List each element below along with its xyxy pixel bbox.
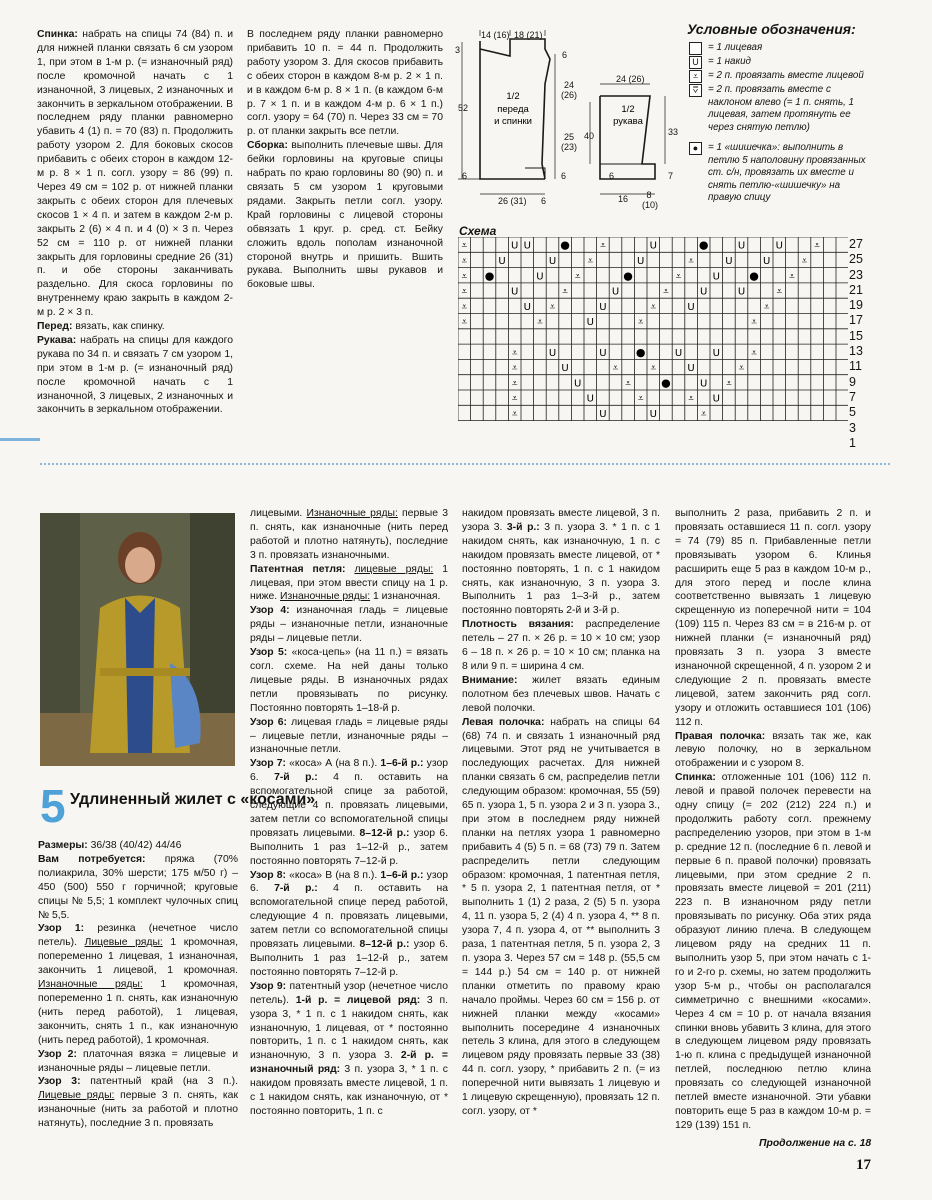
stitch-chart-grid: [458, 237, 848, 429]
row-number: 25: [849, 252, 863, 267]
bobble-icon: ●: [661, 376, 671, 390]
dim-40: 40: [584, 131, 595, 141]
decrease-icon: ⩡: [574, 271, 581, 283]
row-number: 17: [849, 313, 863, 328]
yarn-over-icon: U: [498, 255, 506, 267]
yarn-over-icon: U: [649, 240, 657, 252]
row-number: 5: [849, 405, 856, 420]
decrease-icon: ⩡: [675, 271, 682, 283]
yarn-over-icon: U: [687, 301, 695, 313]
dim-s16: 16: [618, 194, 629, 204]
bobble-icon: ●: [698, 238, 709, 252]
yarn-over-icon: U: [611, 286, 620, 298]
row-number: 27: [849, 237, 863, 251]
dim-s6: 6: [609, 171, 615, 181]
dim-25: 25 (23): [560, 132, 577, 152]
k2tog-icon: ⩡: [689, 70, 702, 83]
row-number: 23: [849, 267, 863, 282]
yarn-over-icon: U: [763, 255, 771, 267]
yarn-over-icon: U: [737, 240, 746, 252]
dim-6-right: 6: [541, 196, 547, 206]
front-part-label: 1/2: [506, 91, 520, 102]
row-number: 19: [849, 298, 863, 313]
bobble-icon: ●: [689, 142, 702, 155]
knit-stitch-icon: [689, 42, 702, 55]
decrease-icon: ⩡: [751, 317, 757, 329]
dim-6-top: 6: [562, 50, 568, 60]
bobble-icon: ●: [560, 238, 570, 252]
bobble-icon: ●: [623, 269, 633, 283]
page-number: 17: [856, 1157, 871, 1173]
dim-26: 26 (31): [498, 196, 527, 206]
continued-note: Продолжение на с. 18: [759, 1138, 872, 1149]
dim-18: 18 (21): [514, 30, 543, 40]
yarn-over-icon: U: [586, 393, 594, 405]
bobble-icon: ●: [484, 269, 495, 283]
legend-item: U = 1 накид: [689, 56, 889, 69]
yarn-over-icon: U: [712, 347, 720, 359]
dim-3: 3: [455, 45, 461, 55]
dim-6-left: 6: [462, 171, 468, 181]
decrease-icon: ⩡: [562, 286, 568, 298]
decrease-icon: ⩡: [600, 240, 606, 252]
yarn-over-icon: U: [574, 378, 582, 390]
schema-title: Схема: [459, 224, 497, 238]
dim-s24: 24 (26): [616, 74, 645, 84]
legend-title: Условные обозначения:: [687, 21, 856, 37]
decrease-icon: ⩡: [763, 301, 770, 313]
legend-item: ⩡ = 2 п. провязать вместе лицевой: [689, 70, 889, 83]
yarn-over-icon: U: [700, 378, 708, 390]
row-number: 7: [849, 389, 856, 404]
yarn-over-icon: U: [548, 255, 557, 267]
row-number: 21: [849, 282, 863, 297]
dim-52: 52: [458, 103, 469, 113]
decrease-icon: ⩡: [688, 393, 694, 405]
yarn-over-icon: U: [687, 363, 695, 375]
bobble-icon: ●: [635, 345, 646, 359]
section-separator: [40, 463, 890, 465]
decrease-icon: ⩡: [663, 286, 669, 298]
row-number: 13: [849, 344, 863, 359]
decrease-icon: ⩡: [700, 408, 707, 420]
column-materials: Размеры: 36/38 (40/42) 44/46 Вам потребуется: пряжа (70% полиакрила, 30% шерсти; 175 м/50 г) – 450 (500) 550 г горчичной; круговые спицы № 5,5; 1 комплект чулочных спиц № 5,5. Узор 1: резинка (нечетное число петель). Лицевые ряды: 1 кромочная, попеременно 1 лицевая, 1 изнаночная, закончить 1 лицевой, 1 кромочная. Изнаночные ряды: 1 кромочная, попеременно 1 п. снять, как изнаночную (нить перед работой), 1 лицевая, закончить, снять 1 п., как изнаночную (нить перед работой), 1 кромочная. Узор 2: платочная вязка = лицевые и изнаночные ряды – лицевые петли. Узор 3: патентный край (на 3 п.). Лицевые ряды: первые 3 п. снять, как изнаночные (нить за работой и плотно натянуть), последние 3 п. провязать: [38, 840, 239, 1130]
assembly-label: Сборка:: [247, 140, 288, 152]
decrease-icon: ⩡: [537, 317, 543, 329]
decrease-icon: ⩡: [511, 393, 518, 405]
dim-6-bottom: 6: [561, 171, 567, 181]
row-number: 3: [849, 420, 856, 435]
yarn-over-icon: U: [725, 255, 733, 267]
yarn-over-icon: U: [536, 271, 544, 283]
decrease-icon: ⩡: [814, 240, 820, 252]
dim-s8: 8 (10): [642, 190, 659, 210]
decrease-icon: ⩡: [776, 286, 783, 298]
sleeve-part-label: 1/2: [621, 104, 635, 115]
vest-photo-illustration: [40, 513, 235, 766]
decrease-icon: ⩡: [650, 301, 657, 313]
yarn-over-icon: U: [586, 317, 594, 329]
dim-s7: 7: [668, 171, 674, 181]
back-label: Спинка:: [37, 29, 78, 40]
decrease-icon: ⩡: [726, 378, 732, 390]
decrease-icon: ⩡: [751, 347, 757, 359]
decrease-icon: ⩡: [461, 286, 468, 298]
model-photo: [40, 513, 235, 766]
row-number: 15: [849, 328, 863, 343]
decrease-icon: ⩡: [801, 255, 808, 267]
front-label: Перед:: [37, 321, 73, 333]
yarn-over-icon: U: [674, 347, 683, 359]
decrease-icon: ⩡: [549, 301, 556, 313]
bobble-icon: ●: [749, 269, 759, 283]
decrease-icon: ⩡: [461, 255, 468, 267]
yarn-over-icon: U: [599, 408, 607, 420]
yarn-over-icon: U: [523, 301, 531, 313]
column-3: лицевыми. Изнаночные ряды: первые 3 п. снять, как изнаночные (нить перед работой и плотно натянуть), последние 3 п. провязать изнаночными. Патентная петля: лицевые ряды: 1 лицевая, при этом ввести спицу на 1 р. ниже. Изнаночные ряды: 1 изнаночная. Узор 4: изнаночная гладь = лицевые ряды – изнаночные петли, изнаночные ряды – лицевые петли. Узор 5: «коса-цепь» (на 11 п.) = вязать согл. схеме. На ней даны только лицевые ряды. В изнаночных рядах петли провязывать по рисунку. Постоянно повторять 1–18-й р. Узор 6: лицевая гладь = лицевые ряды – лицевые петли, изнаночные ряды – изнаночные петли. Узор 7: «коса» А (на 8 п.). 1–6-й р.: узор 6. 7-й р.: 4 п. оставить на вспомогательной спице за работой, следующие 4 п. провязать лицевыми, затем петли со вспомогательной спицы провязать лицевыми. 8–12-й р.: узор 6. Выполнить 1 раз 1–12-й р., затем постоянно повторять 7–12-й р. Узор 8: «коса» В (на 8 п.). 1–6-й р.: узор 6. 7-й р.: 4 п. оставить на вспомогательной спице перед работой, следующие 4 п. провязать лицевыми, затем петли со вспомогательной спицы провязать лицевыми. 8–12-й р.: узор 6. Выполнить 1 раз 1–12-й р., затем постоянно повторять 7–12-й р. Узор 9: патентный узор (нечетное число петель). 1-й р. = лицевой ряд: 3 п. узора 3, * 1 п. с 1 накидом снять, как изнаночную, 1 лицевая, от * постоянно повторить, 1 п. с 1 накидом снять, как изнаночную, 3 п. узора 3. 2-й р. = изнаночный ряд: 3 п. узора 3, * 1 п. с накидом провязать вместе лицевой, 1 п. с 1 накидом снять, как изнаночную, от * постоянно повторить, 1 п. с: [250, 508, 449, 1117]
decrease-icon: ⩡: [511, 347, 518, 359]
legend-item: ● = 1 «шишечка»: выполнить в петлю 5 наполовину провязанных ст. с/н, провязать их вместе и снять петлю-«шишечку» на правую спицу: [689, 142, 867, 205]
svg-text:переда: переда: [497, 104, 529, 115]
yarn-over-icon: U: [511, 286, 519, 298]
sleeves-label: Рукава:: [37, 334, 77, 346]
sleeves-text: набрать на спицы для каждого рукава по 34 п. и связать 7 см узором 1, при этом в 1-м р. (= изнаночный ряд) после кромочной начать с 1 изнаночной, 3 лицевых, 2 изнаночных и закончить в зеркальном отображении.: [37, 334, 233, 416]
legend-item: ⩢ = 2 п. провязать вместе с наклоном влево (= 1 п. снять, 1 лицевая, затем протянуть ее через снятую петлю): [689, 84, 867, 134]
yarn-over-icon: U: [712, 271, 720, 283]
decrease-icon: ⩡: [461, 271, 468, 283]
back-text: набрать на спицы 74 (84) п. и для нижней планки связать 6 см узором 1, при этом в 1-м р. (= изнаночный ряд) после кромочной начать с 1 изнаночной, 3 лицевых, 2 изнаночных и закончить в зеркальном отображении. В последнем ряду планки равномерно убавить 4 (1) п. = 70 (83) п. Продолжить работу узором 2. Для боковых скосов прибавить с обеих сторон в каждом 12-м р. 8 × 1 п. согл. узору = 86 (99) п. Через 49 см = 102 р. от нижней планки закрыть с обеих сторон для плечевых скосов 1 × 4 п. и затем в каждом 2-м р. закрыть 2 (6) × 4 п. и 4 (0) × 3 п. Через 52 см = 110 р. от нижней планки закрыть для горловины средние 26 (31) п. и обе стороны заканчивать раздельно. Для скоса горловины по внутреннему краю закрыть в каждом 2-м р. 2 × 3 п.: [37, 29, 233, 319]
row-number: 1: [849, 435, 856, 450]
row-numbers: [849, 237, 863, 451]
decrease-icon: ⩡: [587, 255, 594, 267]
yarn-over-icon: U: [637, 255, 645, 267]
yarn-over-icon: U: [712, 393, 720, 405]
yarn-over-icon: U: [599, 347, 607, 359]
dim-14: 14 (16): [481, 30, 510, 40]
dim-s33: 33: [668, 127, 679, 137]
decrease-icon: ⩡: [461, 317, 468, 329]
yarn-over-icon: U: [523, 240, 531, 252]
project-number: 5: [40, 780, 66, 832]
decrease-icon: ⩡: [688, 255, 694, 267]
decrease-icon: ⩡: [789, 271, 795, 283]
yarn-over-icon: U: [548, 347, 557, 359]
decrease-icon: ⩡: [511, 408, 518, 420]
decrease-icon: ⩡: [637, 393, 644, 405]
decrease-icon: ⩡: [637, 317, 644, 329]
dim-24: 24 (26): [560, 80, 577, 100]
decrease-icon: ⩡: [612, 363, 619, 375]
assembly-text: выполнить плечевые швы. Для бейки горловины на круговые спицы набрать по краю горловины 80 (90) п. и связать 5 см узором 1 круговыми рядами. Закрыть петли согл. узору. Край горловины с лицевой стороны обвязать 1 круг. р. сред. ст. Бейку сложить вдоль пополам изнаночной стороной внутрь и пришить. Вшить рукава. Выполнить швы рукавов и боковые швы.: [247, 140, 443, 291]
decrease-icon: ⩡: [650, 363, 657, 375]
column-5: выполнить 2 раза, прибавить 2 п. и провязать оставшиеся 11 п. согл. узору = 74 (79) 85 п. Прибавленные петли провязывать узором 6. Клинья расширить еще 5 раз в каждом 10-м р., для этого перед и после клина соответственно вывязать 1 лицевую скрещенную из поперечной нити = 104 (109) 115 п. Через 83 см = в 216-м р. от нижней планки (= изнаночный ряд) провязать 3 п. узора 3 вместе изнаночной скрещенной, 4 п. узором 2 и следующие 2 п. провязать вместе лицевой, затем закончить ряд согл. узору и отложить оставшиеся 101 (106) 112 п. Правая полочка: вязать так же, как левую полочку, но в зеркальном отображении и с узором 8. Спинка: отложенные 101 (106) 112 п. левой и правой полочек перевести на одну спицу (= 202 (212) 224 п.) и продолжить работу согл. прежнему распределению узоров, при этом в 1-м р. средние 12 п. (последние 6 п. левой и первые 6 п. правой полочки) провязать лицевыми, при этом средние 2 п. провязать вместе лицевой = 201 (211) 223 п. В изнаночном ряду петли провязывать по рисунку. Оба этих ряда образуют линию плеча. В следующем лицевом ряду на средних 11 п. выполнить узор 5, при этом начать с 1-го и 2-го р. схемы, но затем продолжить узор 5-м р., чтобы он располагался симметрично с внешними «косами». Через 4 см = 10 р. от начала вязания спинки вновь убавить 3 клина, для этого в следующем лицевом ряду провязать 1-ю п. клина с предыдущей изнаночной петлей, последнюю петлю клина провязать со следующей изнаночной петлей вместе изнаночной. Эти убавки повторить еще 5 раз в каждом 10-м р. = 129 (139) 151 п.: [675, 508, 871, 1131]
decrease-icon: ⩡: [461, 240, 468, 252]
pattern-diagram: [450, 24, 685, 209]
decrease-icon: ⩡: [511, 378, 518, 390]
ssk-icon: ⩢: [689, 84, 702, 97]
sleeves-text-cont: В последнем ряду планки равномерно прибавить 10 п. = 44 п. Продолжить работу узором 3. Для скосов прибавить с обеих сторон в каждом 8-м р. 2 × 1 п. и в каждом 6-м р. 8 × 1 п. (в каждом 6-м р. 7 × 1 п. и в каждом 4-м р. 6 × 1 п.) согл. узору = 64 (70) п. Через 33 см = 70 р. от планки закрыть все петли.: [247, 29, 443, 138]
blue-rule: [0, 438, 40, 441]
legend-item: = 1 лицевая: [689, 42, 889, 55]
yarn-over-icon: U: [599, 301, 607, 313]
decrease-icon: ⩡: [738, 363, 745, 375]
project-title: Удлиненный жилет с «косами»: [70, 791, 316, 808]
svg-text:рукава: рукава: [613, 116, 643, 127]
stitch-chart: [458, 237, 848, 434]
yarn-over-icon: U: [775, 240, 783, 252]
column-4: накидом провязать вместе лицевой, 3 п. узора 3. 3-й р.: 3 п. узора 3. * 1 п. с 1 накидом снять, как изнаночную, 1 п. с накидом провязать вместе лицевой, от * постоянно повторять, 1 п. с 1 накидом снять, как изнаночную, 3 п. узора 3. Выполнить 1 раз 1–3-й р., затем постоянно повторять 2-й и 3-й р. Плотность вязания: распределение петель – 27 п. × 26 р. = 10 × 10 см; узор 6 – 18 п. × 26 р. = 10 × 10 см; планка на 8 или 9 п. = ширина 4 см. Внимание: жилет вязать единым полотном без плечевых швов. Начать с левой полочки. Левая полочка: набрать на спицы 64 (68) 74 п. и связать 1 изнаночный ряд лицевыми. Этот ряд не учитывается в последующих расчетах. Для нижней планки связать 6 см, распределив петли следующим образом: кромочная, 55 (59) 65 п. узора 1, 5 п. узора 2 и 3 п. узора 3., при этом в последнем ряду нижней планки на петлях узора 1 равномерно прибавить 4 (5) 5 п. = 68 (73) 79 п. Затем распределить петли следующим образом: кромочная, 1 патентная петля, * 5 п. узора 2, 1 патентная петля, от * выполнить 1 (1) 2 раза, 2 (5) 5 п. узора 4, 11 п. узора 5, 2 (4) 4 п. узора 4, ** 8 п. узора 7, 4 п. узора 4, от ** выполнить 3 раза, 1 патентная петля, 5 п. узора 2, 3 п. узора 3. Через 57 см = 148 р. (55,5 см = 144 р.) 54 см = 140 р. от нижней планки отметить по правому краю начало проймы. Через 60 см = 156 р. от нижней планки между «косами» выполнить посередине 4 изнаночных петель 3 клина, для этого в следующем лицевом ряду провязать первые 33 (38) 44 п. согл. узору, * прибавить 2 п. (= из поперечной нити вывязать 1 лицевую и 1 лицевую скрещенную), провязать 12 п. согл. узору, от *: [462, 508, 660, 1117]
column-2: [247, 28, 443, 292]
decrease-icon: ⩡: [461, 301, 468, 313]
svg-text:и спинки: и спинки: [494, 116, 532, 127]
row-number: 9: [849, 374, 856, 389]
yarn-over-icon: U: [511, 240, 519, 252]
yarn-over-icon: U: [737, 286, 746, 298]
yarn-over-icon: U: [561, 363, 569, 375]
row-number: 11: [849, 359, 862, 374]
yarn-over-icon: U: [700, 286, 708, 298]
column-1: [37, 28, 233, 417]
yarn-over-icon: U: [689, 56, 702, 69]
yarn-over-icon: U: [649, 408, 657, 420]
front-text: вязать, как спинку.: [72, 321, 165, 333]
decrease-icon: ⩡: [511, 363, 518, 375]
decrease-icon: ⩡: [625, 378, 631, 390]
